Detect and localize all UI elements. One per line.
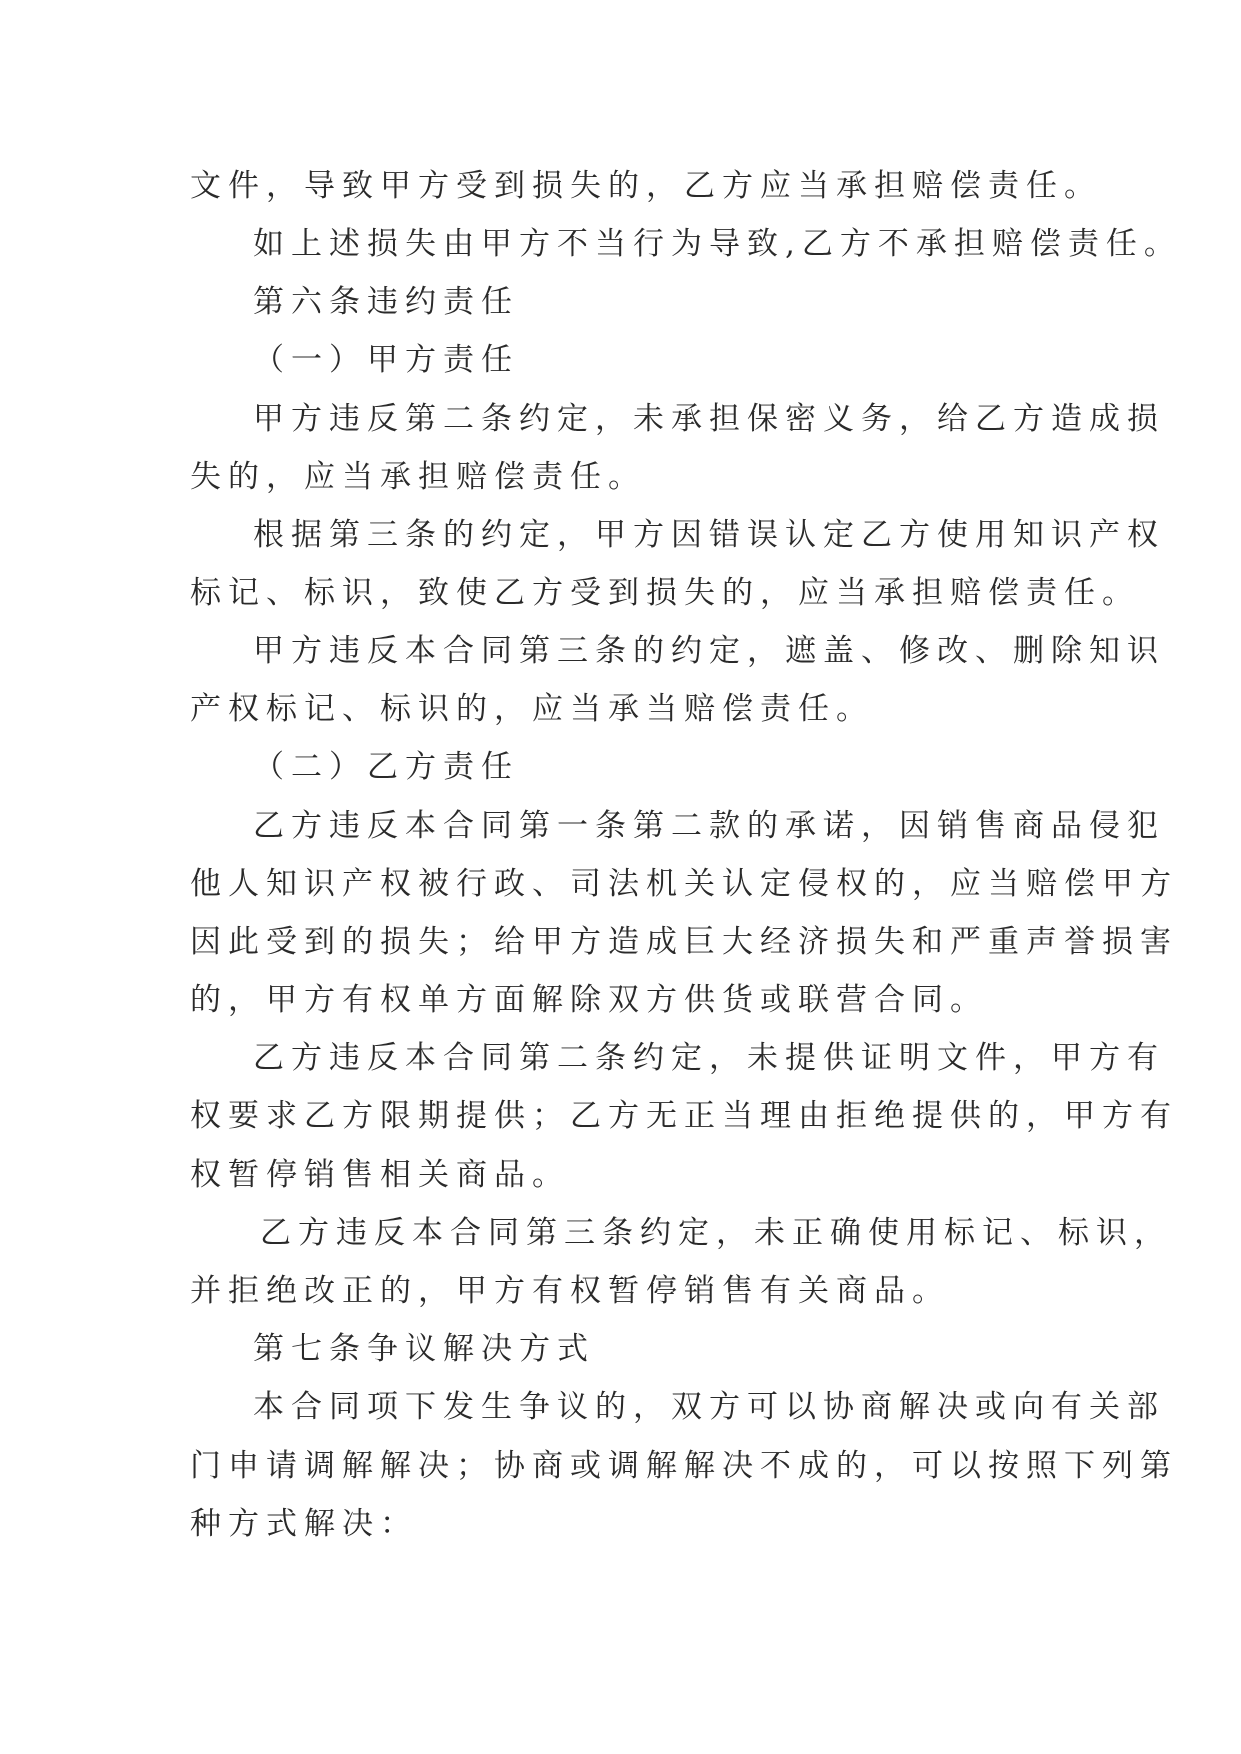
- text-line: 乙方违反本合同第二条约定，未提供证明文件，甲方有: [253, 1040, 1165, 1076]
- text-line: 文件，导致甲方受到损失的，乙方应当承担赔偿责任。: [190, 168, 1102, 204]
- text-line: 的，甲方有权单方面解除双方供货或联营合同。: [190, 982, 988, 1018]
- text-line: 如上述损失由甲方不当行为导致,乙方不承担赔偿责任。: [253, 226, 1182, 262]
- text-line: 权暂停销售相关商品。: [190, 1157, 570, 1193]
- text-line: 甲方违反第二条约定，未承担保密义务，给乙方造成损: [253, 401, 1165, 437]
- text-line: 他人知识产权被行政、司法机关认定侵权的，应当赔偿甲方: [190, 866, 1178, 902]
- section-heading: 第七条争议解决方式: [253, 1331, 595, 1367]
- text-line: 并拒绝改正的，甲方有权暂停销售有关商品。: [190, 1273, 950, 1309]
- text-line: 因此受到的损失；给甲方造成巨大经济损失和严重声誉损害: [190, 924, 1178, 960]
- text-line: 门申请调解解决；协商或调解解决不成的，可以按照下列第: [190, 1448, 1178, 1484]
- text-line: 本合同项下发生争议的，双方可以协商解决或向有关部: [253, 1389, 1165, 1425]
- text-line: 标记、标识，致使乙方受到损失的，应当承担赔偿责任。: [190, 575, 1140, 611]
- text-line: 根据第三条的约定，甲方因错误认定乙方使用知识产权: [253, 517, 1165, 553]
- text-line: 乙方违反本合同第三条约定，未正确使用标记、标识，: [260, 1215, 1172, 1251]
- text-line: 乙方违反本合同第一条第二款的承诺，因销售商品侵犯: [253, 808, 1165, 844]
- text-line: 甲方违反本合同第三条的约定，遮盖、修改、删除知识: [253, 633, 1165, 669]
- text-line: 种方式解决：: [190, 1506, 418, 1542]
- text-line: 失的，应当承担赔偿责任。: [190, 459, 646, 495]
- text-line: 产权标记、标识的，应当承当赔偿责任。: [190, 691, 874, 727]
- text-line: 权要求乙方限期提供；乙方无正当理由拒绝提供的，甲方有: [190, 1098, 1178, 1134]
- subsection-heading: （二）乙方责任: [253, 749, 519, 785]
- section-heading: 第六条违约责任: [253, 284, 519, 320]
- subsection-heading: （一）甲方责任: [253, 342, 519, 378]
